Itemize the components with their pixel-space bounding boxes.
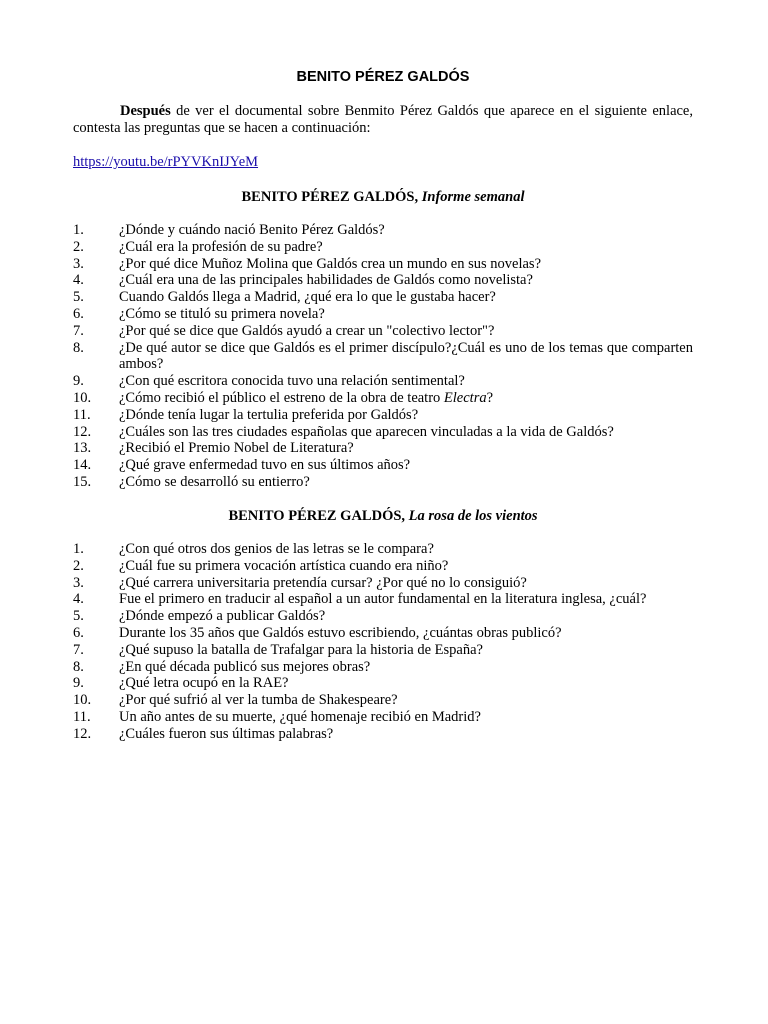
page-title: BENITO PÉREZ GALDÓS bbox=[296, 69, 470, 85]
list-item-number: 6. bbox=[73, 624, 84, 641]
list-item-number: 13. bbox=[73, 440, 92, 457]
intro-text: de ver el documental sobre Benmito Pérez Galdós que aparece en el siguiente enlace, contesta las preguntas que se hacen a continuación: bbox=[73, 103, 693, 136]
list-item-text: ¿Con qué escritora conocida tuvo una relación sentimental? bbox=[119, 373, 465, 390]
list-item-number: 15. bbox=[73, 473, 92, 490]
list-item-text: ¿Dónde empezó a publicar Galdós? bbox=[119, 608, 326, 625]
list-item-number: 11. bbox=[73, 406, 91, 423]
list-item-text: ¿De qué autor se dice que Galdós es el primer discípulo?¿Cuál es uno de los temas que comparten ambos? bbox=[119, 339, 693, 373]
list-item-number: 14. bbox=[73, 457, 92, 474]
list-item-number: 1. bbox=[73, 541, 84, 557]
list-item-text: ¿Recibió el Premio Nobel de Literatura? bbox=[119, 440, 354, 457]
list-item-text: ¿Qué carrera universitaria pretendía cursar? ¿Por qué no lo consiguió? bbox=[119, 574, 527, 591]
list-item-text: ¿Por qué se dice que Galdós ayudó a crear un "colectivo lector"? bbox=[119, 322, 495, 339]
list-item-number: 7. bbox=[73, 641, 84, 658]
list-item bbox=[73, 222, 693, 239]
list-item-number: 8. bbox=[73, 339, 84, 356]
list-item-text: ¿Cuál fue su primera vocación artística cuando era niño? bbox=[119, 557, 449, 574]
list-item bbox=[73, 340, 693, 374]
list-item bbox=[73, 407, 693, 424]
list-item-number: 3. bbox=[73, 574, 84, 591]
list-item-number: 12. bbox=[73, 423, 92, 440]
list-item-text: ¿Por qué sufrió al ver la tumba de Shakespeare? bbox=[119, 692, 398, 709]
list-item-number: 9. bbox=[73, 373, 84, 390]
list-item bbox=[73, 659, 693, 676]
list-item-text: ¿Dónde tenía lugar la tertulia preferida por Galdós? bbox=[119, 406, 419, 423]
list-item bbox=[73, 440, 693, 457]
list-item-number: 5. bbox=[73, 289, 84, 306]
list-item-number: 7. bbox=[73, 322, 84, 339]
list-item bbox=[73, 390, 693, 407]
section-title-informe-semanal bbox=[73, 188, 693, 206]
list-item-text: ¿Cuáles fueron sus últimas palabras? bbox=[119, 725, 334, 742]
list-item-italic-text: Electra bbox=[443, 389, 487, 406]
list-item-number: 6. bbox=[73, 305, 84, 322]
list-item-text: Durante los 35 años que Galdós estuvo escribiendo, ¿cuántas obras publicó? bbox=[119, 624, 562, 641]
list-item bbox=[73, 256, 693, 273]
list-item-number: 2. bbox=[73, 238, 84, 255]
list-item bbox=[73, 457, 693, 474]
intro-paragraph bbox=[73, 103, 693, 137]
list-item-number: 12. bbox=[73, 725, 92, 742]
section-title-italic: Informe semanal bbox=[421, 189, 525, 205]
list-item bbox=[73, 541, 693, 558]
list-item-text: Fue el primero en traducir al español a un autor fundamental en la literatura inglesa, ¿cuál? bbox=[119, 591, 647, 608]
list-item-number: 1. bbox=[73, 222, 84, 238]
list-item bbox=[73, 575, 693, 592]
list-item bbox=[73, 608, 693, 625]
intro-bold-lead: Después bbox=[120, 103, 171, 119]
list-item-text: ¿Con qué otros dos genios de las letras se le compara? bbox=[119, 541, 434, 557]
list-item bbox=[73, 424, 693, 441]
list-item-number: 8. bbox=[73, 658, 84, 675]
list-item-text: ¿Cuál era una de las principales habilidades de Galdós como novelista? bbox=[119, 272, 533, 289]
list-item bbox=[73, 239, 693, 256]
list-item bbox=[73, 558, 693, 575]
list-item-number: 10. bbox=[73, 692, 92, 709]
list-item bbox=[73, 675, 693, 692]
section-title-main: BENITO PÉREZ GALDÓS, bbox=[241, 189, 419, 205]
list-item-text: ¿Qué supuso la batalla de Trafalgar para la historia de España? bbox=[119, 641, 483, 658]
list-item-text: ¿Cómo se desarrolló su entierro? bbox=[119, 473, 310, 490]
list-item-number: 3. bbox=[73, 255, 84, 272]
list-item-text: ¿Qué grave enfermedad tuvo en sus últimos años? bbox=[119, 457, 411, 474]
list-item-text: Cuando Galdós llega a Madrid, ¿qué era lo que le gustaba hacer? bbox=[119, 289, 496, 306]
question-list-rosa-de-los-vientos bbox=[73, 541, 693, 743]
list-item bbox=[73, 306, 693, 323]
list-item-number: 10. bbox=[73, 389, 92, 406]
list-item-text: ¿En qué década publicó sus mejores obras? bbox=[119, 658, 371, 675]
list-item bbox=[73, 591, 693, 608]
video-link[interactable]: https://youtu.be/rPYVKnIJYeM bbox=[73, 154, 259, 170]
list-item bbox=[73, 289, 693, 306]
question-list-informe-semanal bbox=[73, 222, 693, 491]
list-item bbox=[73, 692, 693, 709]
section-title-rosa-de-los-vientos bbox=[73, 507, 693, 525]
list-item-text: ¿Cuál era la profesión de su padre? bbox=[119, 238, 323, 255]
list-item-text: ¿Qué letra ocupó en la RAE? bbox=[119, 675, 289, 692]
list-item-text: ¿Por qué dice Muñoz Molina que Galdós crea un mundo en sus novelas? bbox=[119, 255, 542, 272]
list-item-text: ¿Cómo se tituló su primera novela? bbox=[119, 305, 325, 322]
list-item bbox=[73, 726, 693, 743]
list-item-text: ¿Cuáles son las tres ciudades españolas que aparecen vinculadas a la vida de Galdós? bbox=[119, 423, 614, 440]
list-item-number: 4. bbox=[73, 272, 84, 289]
list-item-number: 11. bbox=[73, 708, 91, 725]
list-item bbox=[73, 474, 693, 491]
list-item-number: 9. bbox=[73, 675, 84, 692]
section-title-main: BENITO PÉREZ GALDÓS, bbox=[228, 508, 406, 524]
list-item-text: ¿Cómo recibió el público el estreno de la obra de teatro bbox=[119, 389, 444, 406]
list-item-number: 4. bbox=[73, 591, 84, 608]
list-item bbox=[73, 709, 693, 726]
list-item-text: ? bbox=[486, 389, 494, 406]
section-title-italic: La rosa de los vientos bbox=[408, 508, 538, 524]
list-item-text: Un año antes de su muerte, ¿qué homenaje recibió en Madrid? bbox=[119, 708, 481, 725]
list-item bbox=[73, 625, 693, 642]
list-item bbox=[73, 373, 693, 390]
list-item-text: ¿Dónde y cuándo nació Benito Pérez Galdós? bbox=[119, 222, 385, 238]
list-item bbox=[73, 323, 693, 340]
list-item-number: 2. bbox=[73, 557, 84, 574]
list-item bbox=[73, 642, 693, 659]
list-item bbox=[73, 272, 693, 289]
list-item-number: 5. bbox=[73, 608, 84, 625]
